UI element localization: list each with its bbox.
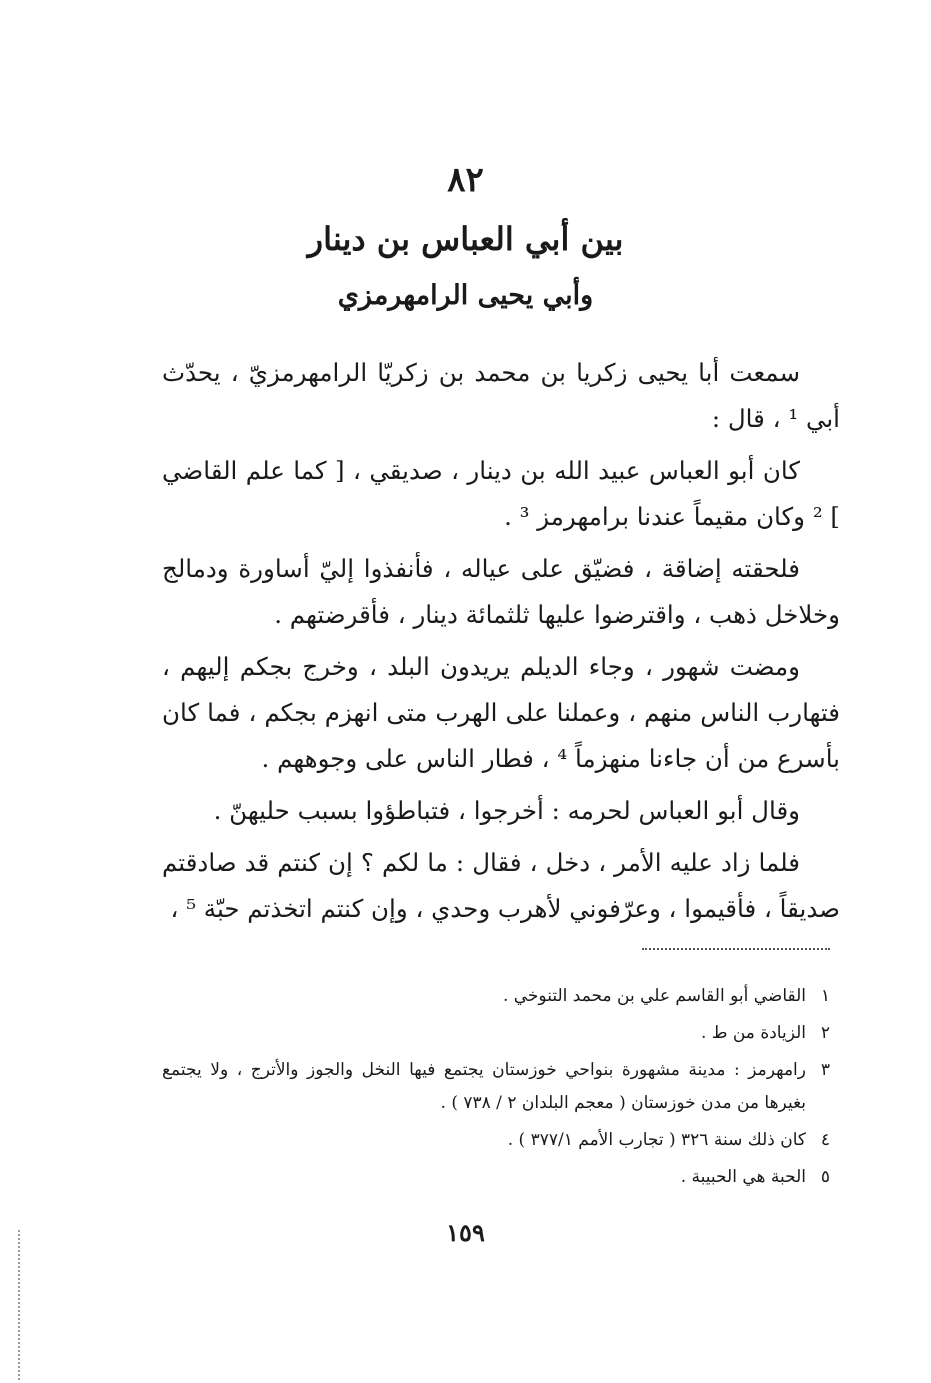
paragraph-2: كان أبو العباس عبيد الله بن دينار ، صديقي ، [ كما علم القاضي ] ² وكان مقيماً عندنا برامهرمز ³ . bbox=[162, 456, 840, 531]
chapter-number: ٨٢ bbox=[447, 160, 484, 200]
footnote-number: ١ bbox=[820, 986, 830, 1006]
paragraph-5: وقال أبو العباس لحرمه : أخرجوا ، فتباطؤوا بسبب حليهنّ . bbox=[213, 796, 800, 825]
footnote-number: ٤ bbox=[820, 1130, 830, 1150]
body-text bbox=[162, 350, 840, 938]
paragraph-3: فلحقته إضاقة ، فضيّق على عياله ، فأنفذوا إليّ أساورة ودمالج وخلاخل ذهب ، واقترضوا عليها ثلثمائة دينار ، فأقرضتهم . bbox=[162, 554, 840, 629]
footnote-text: كان ذلك سنة ٣٢٦ ( تجارب الأمم ٣٧٧/١ ) . bbox=[507, 1130, 806, 1150]
footnote-text: القاضي أبو القاسم علي بن محمد التنوخي . bbox=[502, 986, 806, 1006]
paragraph-6: فلما زاد عليه الأمر ، دخل ، فقال : ما لكم ؟ إن كنتم قد صادقتم صديقاً ، فأقيموا ، وعرّفوني لأهرب وحدي ، وإن كنتم اتخذتم حبّة ⁵ ، bbox=[162, 848, 840, 923]
footnote-number: ٢ bbox=[820, 1023, 830, 1043]
footnote-1 bbox=[162, 980, 830, 1013]
footnote-number: ٣ bbox=[820, 1060, 830, 1080]
footnote-4 bbox=[162, 1124, 830, 1157]
footnote-number: ٥ bbox=[820, 1167, 830, 1187]
footnote-text: الزيادة من ط . bbox=[700, 1023, 806, 1043]
scan-edge-marks bbox=[18, 1230, 26, 1380]
footnote-text: رامهرمز : مدينة مشهورة بنواحي خوزستان يجتمع فيها النخل والجوز والأترج ، ولا يجتمع بغيرها من مدن خوزستان ( معجم البلدان ٢ / ٧٣٨ ) . bbox=[162, 1060, 806, 1113]
paragraph-1: سمعت أبا يحيى زكريا بن محمد بن زكريّا الرامهرمزيّ ، يحدّث أبي ¹ ، قال : bbox=[162, 358, 840, 433]
paragraph-4: ومضت شهور ، وجاء الديلم يريدون البلد ، وخرج بجكم إليهم ، فتهارب الناس منهم ، وعملنا على الهرب متى انهزم بجكم ، فما كان بأسرع من أن جاءنا منهزماً ⁴ ، فطار الناس على وجوههم . bbox=[162, 652, 840, 773]
footnote-3 bbox=[162, 1054, 830, 1120]
chapter-title-line-1: بين أبي العباس بن دينار bbox=[307, 220, 624, 258]
footnote-5 bbox=[162, 1161, 830, 1194]
page-number: ١٥٩ bbox=[446, 1218, 485, 1247]
footnote-separator bbox=[642, 948, 830, 950]
chapter-title-line-2: وأبي يحيى الرامهرمزي bbox=[337, 280, 594, 311]
footnotes bbox=[162, 980, 830, 1198]
footnote-2 bbox=[162, 1017, 830, 1050]
footnote-text: الحبة هي الحبيبة . bbox=[680, 1167, 806, 1187]
